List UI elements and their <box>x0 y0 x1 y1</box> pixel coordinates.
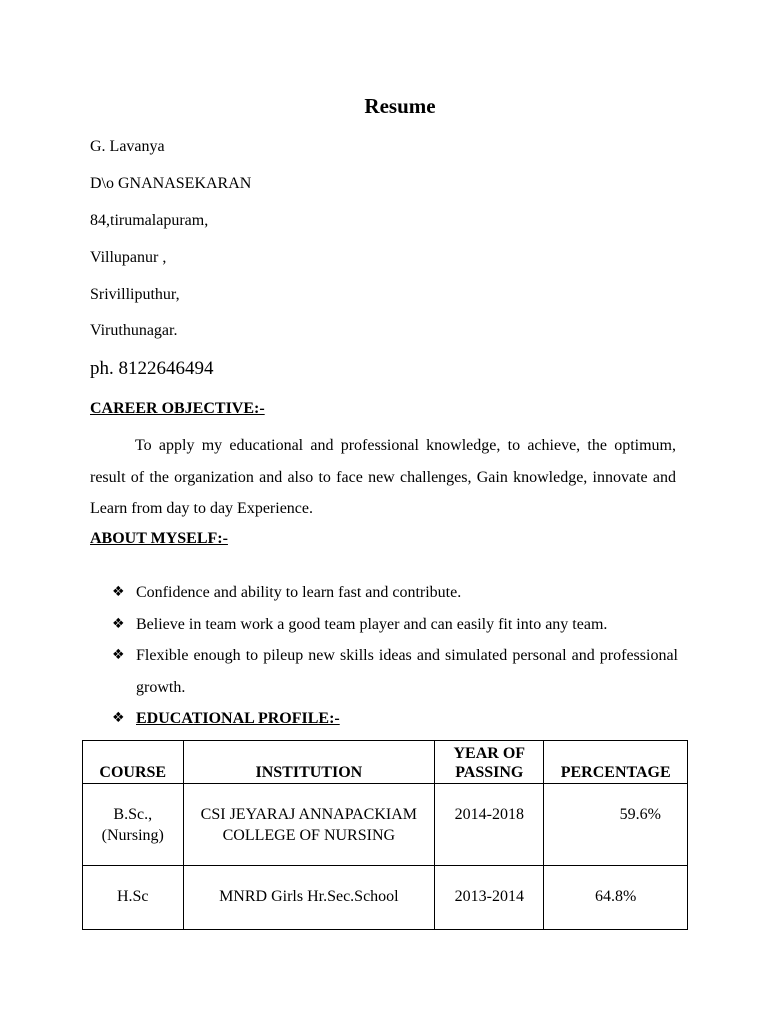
cell-institution: MNRD Girls Hr.Sec.School <box>183 866 435 930</box>
education-table <box>82 740 688 930</box>
table-header-row <box>83 741 688 784</box>
list-item-text: Believe in team work a good team player and can easily fit into any team. <box>136 615 608 633</box>
column-header-institution: INSTITUTION <box>183 741 435 784</box>
list-item <box>112 703 678 735</box>
address-village: Villupanur , <box>90 249 167 266</box>
phone-number: ph. 8122646494 <box>90 358 214 379</box>
about-myself-heading: ABOUT MYSELF:- <box>90 530 228 547</box>
cell-year: 2014-2018 <box>435 784 544 866</box>
list-item <box>112 609 678 641</box>
career-objective-text: To apply my educational and professional knowledge, to achieve, the optimum, result of the organization and also to face new challenges, Gain knowledge, innovate and Learn from day to day Experience. <box>90 437 676 517</box>
cell-percentage: 59.6% <box>544 784 688 866</box>
column-header-course: COURSE <box>83 741 184 784</box>
column-header-percentage: PERCENTAGE <box>544 741 688 784</box>
diamond-bullet-icon: ❖ <box>112 647 125 663</box>
cell-course: H.Sc <box>83 866 184 930</box>
address-district: Viruthunagar. <box>90 322 178 339</box>
cell-year: 2013-2014 <box>435 866 544 930</box>
diamond-bullet-icon: ❖ <box>112 710 125 726</box>
list-item-text: Flexible enough to pileup new skills ideas and simulated personal and professional growth. <box>136 647 678 696</box>
list-item <box>112 640 678 703</box>
table-row <box>83 784 688 866</box>
diamond-bullet-icon: ❖ <box>112 584 125 600</box>
cell-institution: CSI JEYARAJ ANNAPACKIAM COLLEGE OF NURSING <box>183 784 435 866</box>
address-town: Srivilliputhur, <box>90 286 180 303</box>
column-header-year: YEAR OF PASSING <box>435 741 544 784</box>
page-title: Resume <box>364 94 436 118</box>
table-row <box>83 866 688 930</box>
about-myself-list <box>112 577 678 735</box>
list-item-text: Confidence and ability to learn fast and contribute. <box>136 584 462 601</box>
career-objective-heading: CAREER OBJECTIVE:- <box>90 400 265 417</box>
cell-course: B.Sc., (Nursing) <box>83 784 184 866</box>
list-item <box>112 577 678 609</box>
parent-name: D\o GNANASEKARAN <box>90 175 252 192</box>
applicant-name: G. Lavanya <box>90 138 165 155</box>
address-street: 84,tirumalapuram, <box>90 212 209 229</box>
diamond-bullet-icon: ❖ <box>112 615 125 632</box>
cell-percentage: 64.8% <box>544 866 688 930</box>
educational-profile-heading: EDUCATIONAL PROFILE:- <box>136 710 340 727</box>
